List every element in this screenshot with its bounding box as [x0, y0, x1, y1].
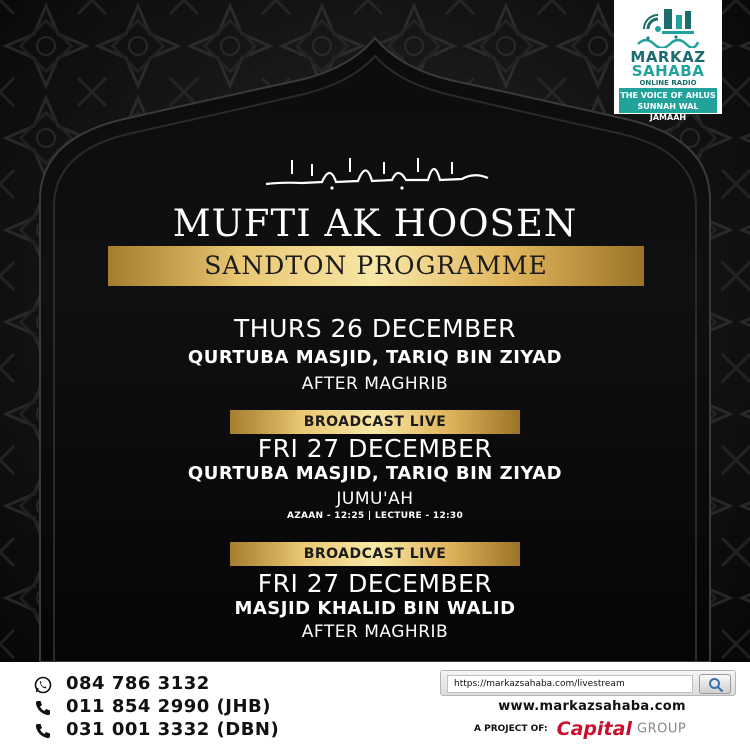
logo-subtitle: ONLINE RADIO: [639, 79, 697, 87]
event-3-time: AFTER MAGHRIB: [301, 622, 449, 642]
radio-waves-icon: [642, 5, 696, 35]
event-2-venue: QURTUBA MASJID, TARIQ BIN ZIYAD: [187, 463, 563, 484]
bismillah-calligraphy: [262, 152, 492, 192]
phone-icon: [34, 699, 52, 717]
contact-number: 011 854 2990 (JHB): [66, 696, 271, 717]
markaz-sahaba-logo: [614, 0, 722, 122]
event-2-time: JUMU'AH: [336, 489, 414, 509]
event-1-date: THURS 26 DECEMBER: [234, 314, 516, 343]
event-3-date: FRI 27 DECEMBER: [257, 569, 493, 598]
contact-number: 031 001 3332 (DBN): [66, 719, 280, 740]
arabic-logo-text: [636, 34, 700, 48]
livestream-url-bar: [440, 670, 736, 696]
capital-logo-text: Capital: [556, 718, 632, 740]
group-logo-text: GROUP: [637, 721, 687, 737]
event-1-time: AFTER MAGHRIB: [301, 374, 449, 394]
logo-name: MARKAZ: [630, 48, 706, 66]
search-icon: [708, 677, 724, 693]
tagline-line-1: THE VOICE OF AHLUS: [620, 91, 716, 100]
project-credit: [474, 718, 686, 740]
contact-number: 084 786 3132: [66, 673, 210, 694]
broadcast-live-label-2: BROADCAST LIVE: [303, 546, 447, 562]
broadcast-live-label-1: BROADCAST LIVE: [303, 414, 447, 430]
event-1-venue: QURTUBA MASJID, TARIQ BIN ZIYAD: [187, 347, 563, 368]
event-2-detail: AZAAN - 12:25 | LECTURE - 12:30: [286, 511, 464, 521]
page-title: MUFTI AK HOOSEN: [172, 202, 578, 245]
programme-title: SANDTON PROGRAMME: [204, 251, 548, 280]
logo-tagline: [619, 88, 717, 122]
event-3-venue: MASJID KHALID BIN WALID: [234, 598, 516, 619]
tagline-line-2: SUNNAH WAL JAMAAH: [637, 102, 699, 122]
event-2-date: FRI 27 DECEMBER: [257, 434, 493, 463]
whatsapp-icon: [34, 676, 52, 694]
livestream-url-field[interactable]: https://markazsahaba.com/livestream: [447, 675, 693, 693]
search-button[interactable]: [699, 674, 731, 694]
phone-icon: [34, 722, 52, 740]
logo-name-2: SAHABA: [631, 62, 705, 80]
website-link[interactable]: www.markazsahaba.com: [498, 699, 686, 714]
project-label: A PROJECT OF:: [474, 724, 548, 734]
